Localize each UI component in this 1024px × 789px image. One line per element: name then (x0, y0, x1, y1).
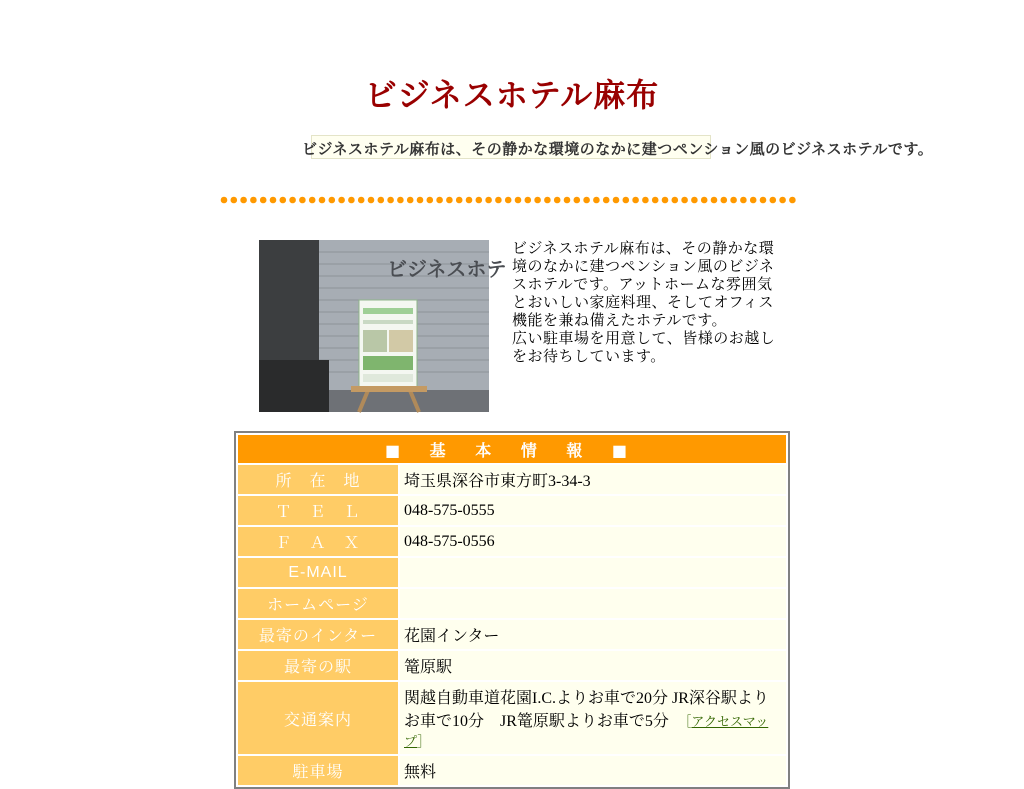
divider-dot (583, 197, 590, 204)
divider-dot (681, 197, 688, 204)
nearest-interchange-value: 花園インター (400, 620, 786, 649)
divider-dot (231, 197, 238, 204)
table-row (238, 589, 786, 618)
divider-dot (309, 197, 316, 204)
directions-value (400, 682, 786, 754)
divider-dot (642, 197, 649, 204)
table-row (238, 496, 786, 525)
tel-value: 048-575-0555 (400, 496, 786, 525)
address-label: 所 在 地 (238, 465, 398, 494)
divider-dot (387, 197, 394, 204)
divider-dot (603, 197, 610, 204)
divider-dot (760, 197, 767, 204)
divider-dot (564, 197, 571, 204)
table-row (238, 756, 786, 785)
parking-value: 無料 (400, 756, 786, 785)
divider-dot (701, 197, 708, 204)
divider-dot (593, 197, 600, 204)
description-text-1: ビジネスホテル麻布は、その静かな環境のなかに建つペンション風のビジネスホテルです。アットホームな雰囲気とおいしい家庭料理、そしてオフィス機能を兼ね備えたホテルです。 (512, 239, 775, 329)
divider-dot (515, 197, 522, 204)
divider-dot (427, 197, 434, 204)
table-row (238, 620, 786, 649)
divider-dot (691, 197, 698, 204)
divider-dot (652, 197, 659, 204)
address-value: 埼玉県深谷市東方町3-34-3 (400, 465, 786, 494)
divider-dot (240, 197, 247, 204)
access-map-link[interactable]: アクセスマップ (404, 714, 769, 749)
divider-dot (368, 197, 375, 204)
divider-dot (789, 197, 796, 204)
divider-dot (554, 197, 561, 204)
divider-dot (417, 197, 424, 204)
hotel-description (512, 239, 787, 365)
table-row (238, 558, 786, 587)
divider-dot (623, 197, 630, 204)
divider-dot (662, 197, 669, 204)
divider-dot (289, 197, 296, 204)
directions-text: 関越自動車道花園I.C.よりお車で20分 JR深谷駅よりお車で10分 JR篭原駅よりお車で5分 (404, 690, 769, 730)
divider-dot (495, 197, 502, 204)
divider-dot (407, 197, 414, 204)
divider-dot (250, 197, 257, 204)
fax-label: Ｆ Ａ Ｘ (238, 527, 398, 556)
divider-dot (505, 197, 512, 204)
homepage-label: ホームページ (238, 589, 398, 618)
email-value (400, 558, 786, 587)
divider-dot (446, 197, 453, 204)
divider-dot (338, 197, 345, 204)
table-row (238, 651, 786, 680)
nearest-station-value: 篭原駅 (400, 651, 786, 680)
divider-dot (613, 197, 620, 204)
divider-dot (280, 197, 287, 204)
divider-dot (779, 197, 786, 204)
divider-dot (221, 197, 228, 204)
divider-dot (750, 197, 757, 204)
divider-dot (721, 197, 728, 204)
description-text-2: 広い駐車場を用意して、皆様のお越しをお待ちしています。 (512, 329, 776, 365)
divider-dot (485, 197, 492, 204)
table-row (238, 527, 786, 556)
nearest-interchange-label: 最寄のインター (238, 620, 398, 649)
scrolling-marquee (302, 135, 934, 159)
fax-value: 048-575-0556 (400, 527, 786, 556)
divider-dot (770, 197, 777, 204)
divider-dot (574, 197, 581, 204)
divider-dot (348, 197, 355, 204)
page-title: ビジネスホテル麻布 (364, 76, 660, 114)
svg-text:ビジネスホテ: ビジネスホテ (387, 257, 507, 281)
dotted-divider (220, 195, 806, 205)
homepage-value (400, 589, 786, 618)
basic-info-table (234, 431, 790, 789)
divider-dot (466, 197, 473, 204)
table-row (238, 682, 786, 754)
divider-dot (740, 197, 747, 204)
divider-dot (711, 197, 718, 204)
divider-dot (358, 197, 365, 204)
divider-dot (534, 197, 541, 204)
divider-dot (436, 197, 443, 204)
access-map-bracket-close: ］ (417, 734, 431, 749)
divider-dot (319, 197, 326, 204)
access-map-bracket-open: ［ (684, 714, 692, 729)
parking-label: 駐車場 (238, 756, 398, 785)
divider-dot (476, 197, 483, 204)
divider-dot (672, 197, 679, 204)
tel-label: Ｔ Ｅ Ｌ (238, 496, 398, 525)
divider-dot (397, 197, 404, 204)
divider-dot (270, 197, 277, 204)
divider-dot (456, 197, 463, 204)
divider-dot (632, 197, 639, 204)
table-heading: ■ 基 本 情 報 ■ (238, 435, 786, 463)
hotel-photo (259, 240, 507, 412)
divider-dot (544, 197, 551, 204)
table-row (238, 465, 786, 494)
marquee-text: ビジネスホテル麻布は、その静かな環境のなかに建つペンション風のビジネスホテルです。 (302, 140, 934, 158)
divider-dot (730, 197, 737, 204)
nearest-station-label: 最寄の駅 (238, 651, 398, 680)
directions-label: 交通案内 (238, 682, 398, 754)
email-label: E-MAIL (238, 558, 398, 587)
divider-dot (260, 197, 267, 204)
divider-dot (525, 197, 532, 204)
divider-dot (299, 197, 306, 204)
divider-dot (378, 197, 385, 204)
divider-dot (329, 197, 336, 204)
